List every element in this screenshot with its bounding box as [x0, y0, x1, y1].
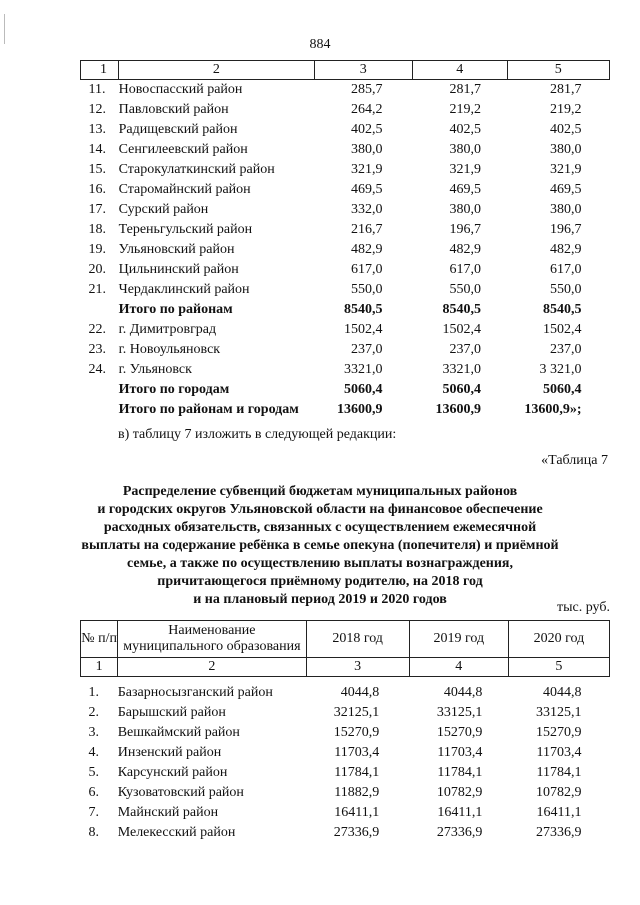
table-row [81, 823, 610, 843]
row-number: 14. [88, 142, 106, 157]
value-2018: 617,0 [351, 262, 383, 277]
value-2020: 5060,4 [543, 382, 582, 397]
value-2020: 13600,9»; [524, 402, 582, 417]
value-2020: 10782,9 [536, 785, 582, 800]
value-2019: 402,5 [449, 122, 482, 137]
heading-line: Распределение субвенций бюджетам муниципальных районов [122, 484, 518, 499]
value-2018: 321,9 [351, 162, 383, 177]
value-2019: 321,9 [449, 162, 482, 177]
table-row [81, 200, 610, 220]
table-row [81, 763, 610, 783]
row-number: 2. [88, 705, 99, 720]
value-2019: 469,5 [449, 182, 482, 197]
value-2018: 4044,8 [340, 685, 380, 700]
value-2020: 219,2 [550, 102, 582, 117]
district-name: Карсунский район [117, 765, 228, 780]
value-2018: 380,0 [351, 142, 383, 157]
table-row [81, 280, 610, 300]
value-2018: 15270,9 [333, 725, 380, 740]
district-name: Новоспасский район [118, 82, 243, 97]
table-row [81, 340, 610, 360]
value-2019: 380,0 [449, 202, 482, 217]
table-row [81, 240, 610, 260]
district-name: Базарносызганский район [117, 685, 273, 700]
row-number: 22. [88, 322, 106, 337]
table-row [81, 100, 610, 120]
value-2018: 11882,9 [334, 785, 380, 800]
district-name: г. Ульяновск [118, 362, 192, 377]
row-number: 7. [88, 805, 99, 820]
value-2020: 469,5 [550, 182, 582, 197]
value-2020: 196,7 [550, 222, 582, 237]
value-2020: 4044,8 [543, 685, 582, 700]
value-2018: 11703,4 [334, 745, 380, 760]
value-2019: 482,9 [449, 242, 482, 257]
header-cell: 4 [413, 61, 508, 80]
value-2020: 8540,5 [543, 302, 582, 317]
row-number: 1. [88, 685, 99, 700]
table-row [81, 140, 610, 160]
value-2019: 219,2 [449, 102, 482, 117]
district-name: Вешкаймский район [117, 725, 240, 740]
value-2020: 550,0 [550, 282, 582, 297]
district-name: Тереньгульский район [118, 222, 253, 237]
row-number: 23. [88, 342, 106, 357]
value-2018: 332,0 [351, 202, 383, 217]
header-cell-2020: 2020 год [508, 621, 609, 658]
value-2020: 321,9 [550, 162, 582, 177]
value-2019: 196,7 [449, 222, 482, 237]
table-row [81, 180, 610, 200]
district-name: Инзенский район [117, 745, 222, 760]
row-number: 4. [88, 745, 99, 760]
header-cell: 2 [119, 61, 314, 80]
value-2018: 5060,4 [344, 382, 383, 397]
header-cell: 1 [81, 61, 119, 80]
district-name: г. Новоульяновск [118, 342, 221, 357]
row-number: 17. [88, 202, 106, 217]
value-2019: 27336,9 [436, 825, 483, 840]
index-cell: 3 [306, 658, 409, 677]
value-2019: 33125,1 [436, 705, 483, 720]
heading-line: семье, а также по осуществлению выплаты вознаграждения, [126, 556, 514, 571]
units-label: тыс. руб. [557, 600, 610, 615]
index-cell: 4 [409, 658, 508, 677]
value-2020: 402,5 [550, 122, 582, 137]
district-name: Майнский район [117, 805, 219, 820]
district-name: Павловский район [118, 102, 229, 117]
value-2018: 16411,1 [334, 805, 380, 820]
subventions-table [80, 620, 610, 843]
row-number: 16. [88, 182, 106, 197]
value-2019: 3321,0 [442, 362, 482, 377]
value-2018: 32125,1 [333, 705, 380, 720]
value-2018: 3321,0 [344, 362, 383, 377]
table-row [81, 360, 610, 380]
heading-line: расходных обязательств, связанных с осуществлением ежемесячной [103, 520, 537, 535]
heading-line: причитающегося приёмному родителю, на 2018 год [157, 574, 483, 589]
header-cell: 3 [314, 61, 413, 80]
table-header-row [81, 621, 610, 658]
table-row [81, 783, 610, 803]
value-2018: 264,2 [351, 102, 383, 117]
value-2020: 27336,9 [536, 825, 582, 840]
header-cell-2019: 2019 год [409, 621, 508, 658]
row-number: 8. [88, 825, 99, 840]
value-2019: 550,0 [449, 282, 482, 297]
value-2019: 8540,5 [442, 302, 482, 317]
district-name: Итого по районам и городам [118, 402, 299, 417]
district-name: Цильнинский район [118, 262, 239, 277]
header-cell: 5 [507, 61, 609, 80]
districts-table-continued [80, 60, 610, 420]
district-name: Радищевский район [118, 122, 238, 137]
table-reference: «Таблица 7 [541, 453, 608, 468]
value-2020: 11784,1 [536, 765, 582, 780]
value-2018: 27336,9 [333, 825, 380, 840]
index-cell: 1 [81, 658, 118, 677]
value-2018: 469,5 [351, 182, 383, 197]
row-number [81, 300, 119, 320]
row-number: 12. [88, 102, 106, 117]
heading-line: и на плановый период 2019 и 2020 годов [193, 592, 447, 607]
district-name: Барышский район [117, 705, 226, 720]
row-number: 5. [88, 765, 99, 780]
total-row [81, 300, 610, 320]
table-row [81, 220, 610, 240]
heading-line: выплаты на содержание ребёнка в семье опекуна (попечителя) и приёмной [81, 538, 559, 553]
row-number: 24. [88, 362, 106, 377]
table-row [81, 120, 610, 140]
district-name: Сенгилеевский район [118, 142, 248, 157]
value-2018: 285,7 [351, 82, 383, 97]
row-number: 21. [88, 282, 106, 297]
header-cell-num: № п/п [81, 621, 118, 658]
value-2019: 11703,4 [437, 745, 483, 760]
table-header-row [81, 61, 610, 80]
header-cell-name: Наименование муниципального образования [118, 621, 306, 658]
district-name: Чердаклинский район [118, 282, 250, 297]
value-2020: 617,0 [550, 262, 582, 277]
index-cell: 2 [118, 658, 306, 677]
value-2018: 237,0 [351, 342, 383, 357]
page-number: 884 [309, 37, 331, 52]
table-index-row [81, 658, 610, 677]
table-row [81, 803, 610, 823]
district-name: Сурский район [118, 202, 209, 217]
total-row [81, 400, 610, 420]
row-number: 3. [88, 725, 99, 740]
value-2019: 617,0 [449, 262, 482, 277]
value-2020: 33125,1 [536, 705, 582, 720]
value-2019: 16411,1 [437, 805, 483, 820]
row-number [81, 400, 119, 420]
header-cell-2018: 2018 год [306, 621, 409, 658]
heading-line: и городских округов Ульяновской области на финансовое обеспечение [97, 502, 543, 517]
total-row [81, 380, 610, 400]
value-2019: 11784,1 [437, 765, 483, 780]
table-row [81, 160, 610, 180]
index-cell: 5 [508, 658, 609, 677]
value-2018: 13600,9 [337, 402, 383, 417]
district-name: г. Димитровград [118, 322, 217, 337]
row-number: 20. [88, 262, 106, 277]
district-name: Ульяновский район [118, 242, 235, 257]
value-2019: 13600,9 [435, 402, 482, 417]
value-2018: 550,0 [351, 282, 383, 297]
value-2020: 380,0 [550, 142, 582, 157]
row-number: 13. [88, 122, 106, 137]
value-2020: 1502,4 [543, 322, 582, 337]
row-number: 15. [88, 162, 106, 177]
value-2020: 16411,1 [536, 805, 582, 820]
value-2020: 482,9 [550, 242, 582, 257]
district-name: Кузоватовский район [117, 785, 244, 800]
value-2018: 482,9 [351, 242, 383, 257]
row-number: 18. [88, 222, 106, 237]
value-2018: 1502,4 [344, 322, 383, 337]
amendment-note: в) таблицу 7 изложить в следующей редакции: [118, 427, 397, 442]
row-number: 19. [88, 242, 106, 257]
district-name: Итого по городам [118, 382, 230, 397]
table-row [81, 683, 610, 703]
table-heading [60, 483, 580, 609]
row-number: 6. [88, 785, 99, 800]
value-2019: 10782,9 [436, 785, 483, 800]
value-2020: 237,0 [550, 342, 582, 357]
value-2018: 402,5 [351, 122, 383, 137]
row-number [81, 380, 119, 400]
value-2019: 1502,4 [442, 322, 482, 337]
value-2019: 237,0 [449, 342, 482, 357]
value-2020: 380,0 [550, 202, 582, 217]
table-row [81, 260, 610, 280]
value-2020: 281,7 [550, 82, 582, 97]
value-2020: 11703,4 [536, 745, 582, 760]
table-row [81, 703, 610, 723]
district-name: Старокулаткинский район [118, 162, 275, 177]
value-2020: 15270,9 [536, 725, 582, 740]
value-2020: 3 321,0 [539, 362, 582, 377]
value-2019: 4044,8 [443, 685, 483, 700]
table-row [81, 743, 610, 763]
district-name: Итого по районам [118, 302, 233, 317]
value-2019: 15270,9 [436, 725, 483, 740]
value-2019: 380,0 [449, 142, 482, 157]
value-2018: 8540,5 [344, 302, 383, 317]
value-2019: 281,7 [449, 82, 482, 97]
table-row [81, 723, 610, 743]
district-name: Старомайнский район [118, 182, 251, 197]
value-2019: 5060,4 [442, 382, 482, 397]
value-2018: 11784,1 [334, 765, 380, 780]
row-number: 11. [88, 82, 106, 97]
value-2018: 216,7 [351, 222, 383, 237]
table-row [81, 80, 610, 101]
district-name: Мелекесский район [117, 825, 236, 840]
table-row [81, 320, 610, 340]
